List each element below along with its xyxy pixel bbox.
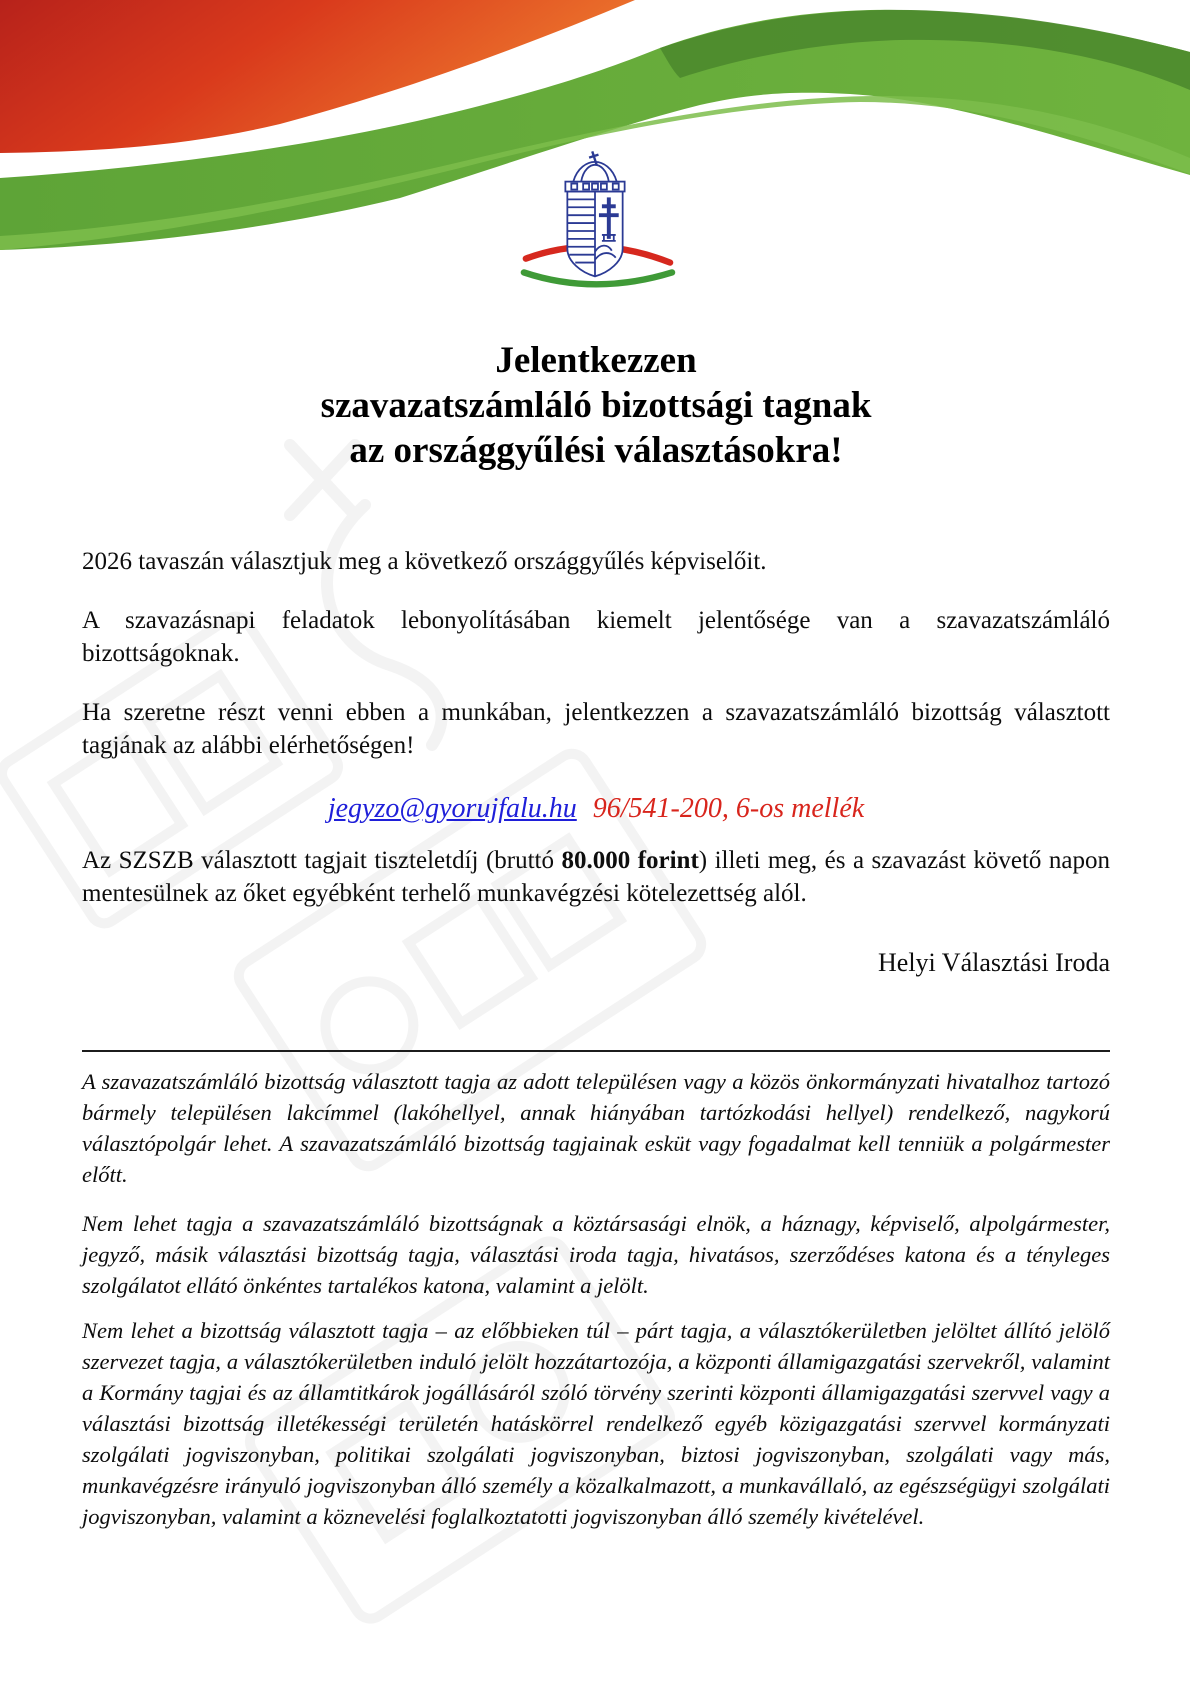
document-content [82,0,1110,1532]
fine-print-exclusions-1: Nem lehet tagja a szavazatszámláló bizottságnak a köztársasági elnök, a háznagy, képviselő, alpolgármester, jegyző, másik választási bizottság tagja, választási iroda tagja, hivatásos, szerződéses katona és a tényleges szolgálatot ellátó önkéntes tartalékos katona, valamint a jelölt. [82,1211,1110,1298]
fee-text-pre: Az SZSZB választott tagjait tiszteletdíj (bruttó [82,847,562,874]
importance-paragraph: A szavazásnapi feladatok lebonyolításában kiemelt jelentősége van a szavazatszámláló bizottságoknak. [82,607,1110,667]
phone-number: 96/541-200, 6-os mellék [592,793,865,824]
fee-text-post: ) illeti meg, és a szavazást követő napon mentesülnek az őket egyébként terhelő munkavégzési kötelezettség alól. [82,847,1110,907]
contact-line [82,790,1110,828]
fine-print-exclusions-2: Nem lehet a bizottság választott tagja – az előbbieken túl – párt tagja, a választókerületben jelöltet állító jelölő szervezet tagja, a választókerületben induló jelölt hozzátartozója, a központi államigazgatási szervekről, valamint a Kormány tagjai és az államtitkárok jogállásáról szóló törvény szerinti központi államigazgatási szervvel vagy a választási bizottság illetékességi területén hatáskörrel rendelkező egyéb közigazgatási szervvel kormányzati szolgálati jogviszonyban, politikai szolgálati jogviszonyban, biztosi jogviszonyban, szolgálati vagy más, munkavégzésre irányuló jogviszonyban álló személy a közalkalmazott, a munkavállaló, az egészségügyi szolgálati jogviszonyban, valamint a köznevelési foglalkoztatotti jogviszonyban álló személy kivételével. [82,1318,1110,1529]
fee-amount: 80.000 forint [561,847,699,874]
title-line-1: Jelentkezzen [495,340,697,381]
intro-paragraph: 2026 tavaszán választjuk meg a következő országgyűlés képviselőit. [82,548,767,575]
signature: Helyi Választási Iroda [878,948,1110,977]
email-link[interactable]: jegyzo@gyorujfalu.hu [327,793,577,824]
fine-print-eligibility: A szavazatszámláló bizottság választott tagja az adott településen vagy a közös önkormányzati hivatalhoz tartozó bármely településen lakcímmel (lakóhellyel, annak hiányában tartózkodási hellyel) rendelkező, nagykorú választópolgár lehet. A szavazatszámláló bizottság tagjainak esküt vagy fogadalmat kell tenniük a polgármester előtt. [82,1069,1110,1187]
title-line-2: szavazatszámláló bizottsági tagnak [320,385,872,426]
invitation-paragraph: Ha szeretne részt venni ebben a munkában, jelentkezzen a szavazatszámláló bizottság választott tagjának az alábbi elérhetőségen! [82,699,1110,759]
fee-paragraph [82,844,1110,910]
separator-rule [82,1050,1110,1052]
title-line-3: az országgyűlési választásokra! [349,430,843,471]
page-title [82,338,1110,473]
